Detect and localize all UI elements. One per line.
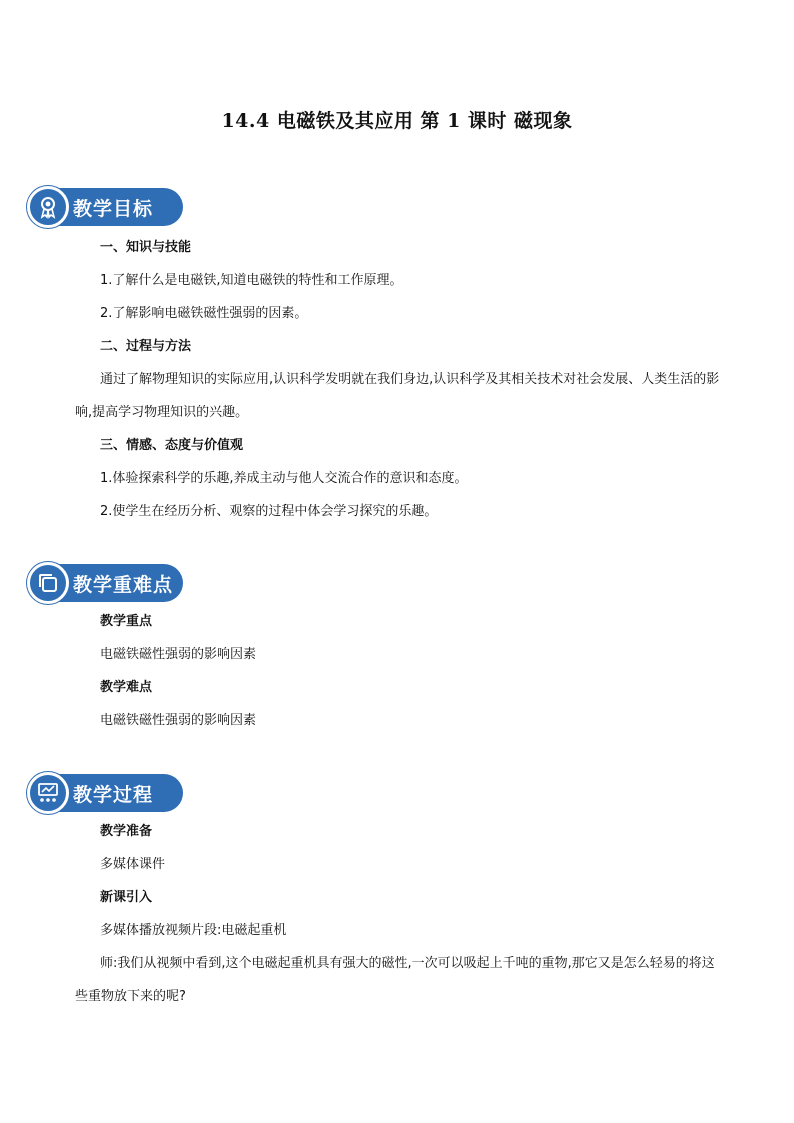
section-content bbox=[75, 231, 720, 528]
list-item: 1.体验探索科学的乐趣,养成主动与他人交流合作的意识和态度。 bbox=[100, 471, 468, 486]
list-item: 1.了解什么是电磁铁,知道电磁铁的特性和工作原理。 bbox=[100, 273, 403, 288]
subheading: 教学难点 bbox=[100, 680, 153, 695]
list-item: 电磁铁磁性强弱的影响因素 bbox=[100, 647, 257, 662]
list-item: 多媒体播放视频片段:电磁起重机 bbox=[100, 923, 287, 938]
section-banner-label: 教学过程 bbox=[73, 784, 154, 806]
subheading: 新课引入 bbox=[100, 890, 153, 905]
subheading: 二、过程与方法 bbox=[100, 339, 192, 354]
section-banner bbox=[27, 186, 183, 228]
list-item: 多媒体课件 bbox=[100, 857, 166, 872]
subheading: 一、知识与技能 bbox=[100, 240, 192, 255]
list-item: 2.使学生在经历分析、观察的过程中体会学习探究的乐趣。 bbox=[100, 504, 438, 519]
section-content bbox=[75, 815, 720, 1013]
subheading: 教学重点 bbox=[100, 614, 153, 629]
subheading: 三、情感、态度与价值观 bbox=[100, 438, 244, 453]
section-banner bbox=[27, 562, 183, 604]
paragraph: 通过了解物理知识的实际应用,认识科学发明就在我们身边,认识科学及其相关技术对社会发展、人类生活的影响,提高学习物理知识的兴趣。 bbox=[75, 372, 720, 420]
list-item: 电磁铁磁性强弱的影响因素 bbox=[100, 713, 257, 728]
stacked-documents-icon bbox=[27, 562, 69, 604]
document-title: 14.4 电磁铁及其应用 第 1 课时 磁现象 bbox=[221, 110, 573, 132]
section-banner-label: 教学重难点 bbox=[73, 574, 174, 596]
paragraph: 师:我们从视频中看到,这个电磁起重机具有强大的磁性,一次可以吸起上千吨的重物,那它又是怎么轻易的将这些重物放下来的呢? bbox=[75, 956, 715, 1004]
section-banner bbox=[27, 772, 183, 814]
subheading: 教学准备 bbox=[100, 824, 153, 839]
list-item: 2.了解影响电磁铁磁性强弱的因素。 bbox=[100, 306, 308, 321]
section-banner-label: 教学目标 bbox=[73, 198, 154, 220]
section-content bbox=[100, 605, 720, 737]
presentation-board-icon bbox=[27, 772, 69, 814]
award-ribbon-icon bbox=[27, 186, 69, 228]
